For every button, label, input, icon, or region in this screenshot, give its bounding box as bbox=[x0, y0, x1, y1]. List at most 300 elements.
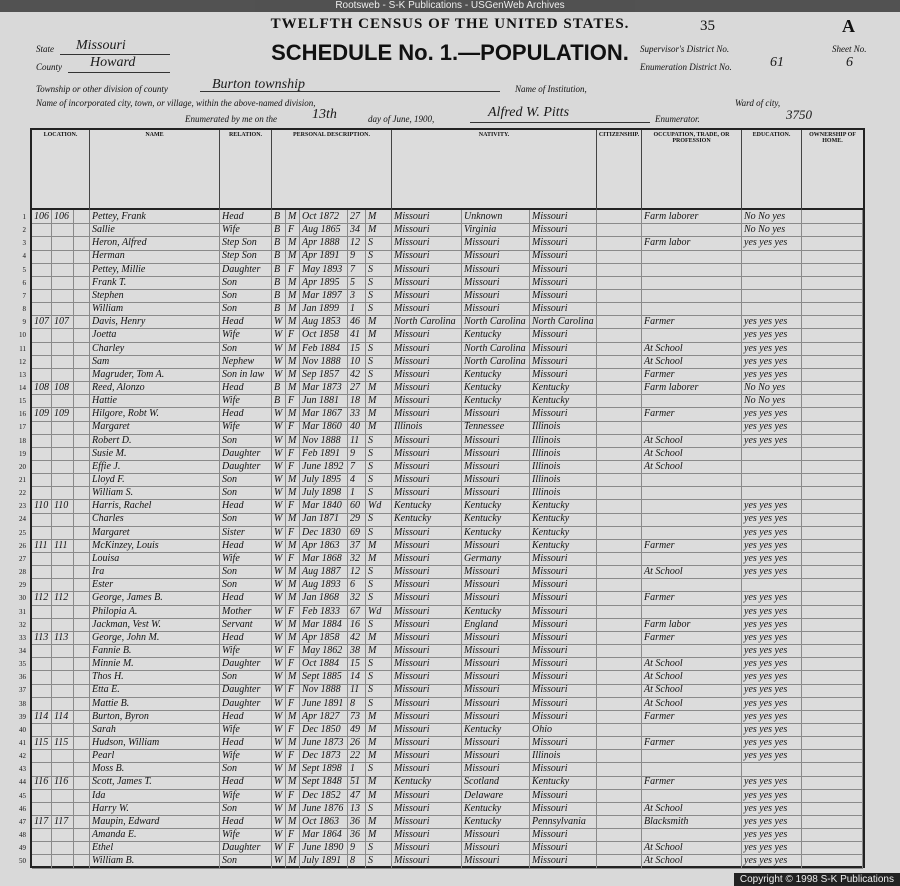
cell-age: 10 bbox=[348, 355, 366, 368]
cell-n2 bbox=[74, 302, 90, 315]
cell-b: Sept 1848 bbox=[300, 775, 348, 788]
cell-cz bbox=[597, 815, 642, 828]
cell-b: July 1898 bbox=[300, 486, 348, 499]
cell-fam bbox=[52, 473, 74, 486]
cell-bp: Missouri bbox=[392, 644, 462, 657]
table-row bbox=[19, 486, 863, 500]
cell-dw: 108 bbox=[32, 381, 52, 394]
cell-occ: At School bbox=[642, 697, 742, 710]
cell-dw: 109 bbox=[32, 407, 52, 420]
row-number: 29 bbox=[19, 581, 26, 590]
cell-n2 bbox=[74, 591, 90, 604]
cell-dw bbox=[32, 789, 52, 802]
cell-s: M bbox=[286, 775, 300, 788]
cell-m: M bbox=[366, 223, 392, 236]
cell-rel: Son bbox=[220, 578, 272, 591]
table-row bbox=[19, 578, 863, 592]
cell-ed: yes yes yes bbox=[742, 565, 802, 578]
table-row bbox=[19, 473, 863, 487]
cell-dw bbox=[32, 434, 52, 447]
table-row bbox=[19, 775, 863, 789]
cell-s: M bbox=[286, 276, 300, 289]
cell-fam bbox=[52, 828, 74, 841]
cell-bp: Missouri bbox=[392, 828, 462, 841]
cell-rel: Wife bbox=[220, 328, 272, 341]
table-row bbox=[19, 460, 863, 474]
cell-b: Jan 1868 bbox=[300, 591, 348, 604]
cell-name: Robert D. bbox=[90, 434, 220, 447]
cell-bp: Missouri bbox=[392, 762, 462, 775]
cell-m: M bbox=[366, 775, 392, 788]
cell-r: W bbox=[272, 460, 286, 473]
cell-b: Nov 1888 bbox=[300, 434, 348, 447]
cell-dw bbox=[32, 512, 52, 525]
cell-r: W bbox=[272, 407, 286, 420]
cell-s: M bbox=[286, 355, 300, 368]
row-number: 16 bbox=[19, 410, 26, 419]
cell-rel: Head bbox=[220, 815, 272, 828]
cell-age: 34 bbox=[348, 223, 366, 236]
county-value: Howard bbox=[90, 55, 136, 70]
cell-m: S bbox=[366, 578, 392, 591]
supervisor-label: Supervisor's District No. bbox=[640, 44, 730, 54]
cell-m: S bbox=[366, 447, 392, 460]
cell-rel: Daughter bbox=[220, 447, 272, 460]
cell-age: 4 bbox=[348, 473, 366, 486]
cell-own bbox=[802, 526, 863, 539]
cell-bp: Kentucky bbox=[392, 512, 462, 525]
cell-bp: Kentucky bbox=[392, 499, 462, 512]
cell-occ bbox=[642, 223, 742, 236]
cell-rel: Son bbox=[220, 762, 272, 775]
cell-cz bbox=[597, 342, 642, 355]
cell-s: M bbox=[286, 434, 300, 447]
cell-n2 bbox=[74, 736, 90, 749]
cell-mbp: Missouri bbox=[530, 407, 597, 420]
cell-age: 9 bbox=[348, 447, 366, 460]
cell-own bbox=[802, 789, 863, 802]
cell-own bbox=[802, 394, 863, 407]
township-label: Township or other division of county bbox=[36, 84, 168, 94]
enumeration-day: 13th bbox=[312, 107, 337, 122]
cell-bp: Missouri bbox=[392, 355, 462, 368]
cell-own bbox=[802, 302, 863, 315]
cell-fbp: Missouri bbox=[462, 854, 530, 867]
cell-ed: yes yes yes bbox=[742, 670, 802, 683]
cell-s: M bbox=[286, 289, 300, 302]
cell-m: M bbox=[366, 723, 392, 736]
cell-fbp: Missouri bbox=[462, 578, 530, 591]
cell-s: F bbox=[286, 526, 300, 539]
cell-b: Aug 1893 bbox=[300, 578, 348, 591]
cell-b: Dec 1873 bbox=[300, 749, 348, 762]
cell-bp: Missouri bbox=[392, 486, 462, 499]
cell-dw bbox=[32, 749, 52, 762]
cell-m: M bbox=[366, 394, 392, 407]
col-personal: PERSONAL DESCRIPTION. bbox=[272, 130, 392, 210]
cell-dw bbox=[32, 828, 52, 841]
cell-dw: 106 bbox=[32, 210, 52, 223]
cell-age: 15 bbox=[348, 657, 366, 670]
cell-n2 bbox=[74, 394, 90, 407]
cell-occ: Blacksmith bbox=[642, 815, 742, 828]
cell-bp: Missouri bbox=[392, 263, 462, 276]
cell-r: W bbox=[272, 355, 286, 368]
cell-name: Hattie bbox=[90, 394, 220, 407]
cell-own bbox=[802, 460, 863, 473]
cell-n2 bbox=[74, 828, 90, 841]
table-row bbox=[19, 644, 863, 658]
cell-s: F bbox=[286, 683, 300, 696]
row-number: 2 bbox=[22, 226, 26, 235]
cell-b: Mar 1840 bbox=[300, 499, 348, 512]
cell-cz bbox=[597, 355, 642, 368]
cell-rel: Daughter bbox=[220, 263, 272, 276]
cell-rel: Head bbox=[220, 499, 272, 512]
cell-own bbox=[802, 815, 863, 828]
table-row bbox=[19, 407, 863, 421]
cell-b: Mar 1868 bbox=[300, 552, 348, 565]
cell-rel: Step Son bbox=[220, 249, 272, 262]
cell-n2 bbox=[74, 276, 90, 289]
cell-fbp: North Carolina bbox=[462, 342, 530, 355]
cell-name: Susie M. bbox=[90, 447, 220, 460]
row-number: 25 bbox=[19, 528, 26, 537]
pencil-number: 3750 bbox=[786, 107, 812, 122]
cell-rel: Wife bbox=[220, 828, 272, 841]
cell-fam bbox=[52, 447, 74, 460]
row-number: 50 bbox=[19, 857, 26, 866]
cell-own bbox=[802, 368, 863, 381]
cell-name: Moss B. bbox=[90, 762, 220, 775]
cell-own bbox=[802, 420, 863, 433]
cell-s: M bbox=[286, 512, 300, 525]
cell-fam bbox=[52, 486, 74, 499]
cell-n2 bbox=[74, 355, 90, 368]
cell-n2 bbox=[74, 749, 90, 762]
cell-ed: No No yes bbox=[742, 381, 802, 394]
cell-mbp: Missouri bbox=[530, 236, 597, 249]
cell-fam: 111 bbox=[52, 539, 74, 552]
population-table bbox=[19, 128, 865, 868]
cell-r: W bbox=[272, 512, 286, 525]
cell-age: 27 bbox=[348, 381, 366, 394]
cell-mbp: Missouri bbox=[530, 802, 597, 815]
cell-fbp: Missouri bbox=[462, 736, 530, 749]
cell-mbp: Missouri bbox=[530, 670, 597, 683]
cell-occ: Farmer bbox=[642, 407, 742, 420]
cell-n2 bbox=[74, 420, 90, 433]
cell-own bbox=[802, 670, 863, 683]
cell-cz bbox=[597, 434, 642, 447]
cell-fam bbox=[52, 657, 74, 670]
cell-age: 1 bbox=[348, 762, 366, 775]
cell-name: Pettey, Millie bbox=[90, 263, 220, 276]
cell-cz bbox=[597, 302, 642, 315]
cell-ed: yes yes yes bbox=[742, 539, 802, 552]
row-number: 37 bbox=[19, 686, 26, 695]
cell-r: W bbox=[272, 670, 286, 683]
cell-dw bbox=[32, 276, 52, 289]
table-row bbox=[19, 328, 863, 342]
cell-s: F bbox=[286, 420, 300, 433]
cell-name: William S. bbox=[90, 486, 220, 499]
cell-mbp: Kentucky bbox=[530, 526, 597, 539]
cell-ed bbox=[742, 249, 802, 262]
row-number: 32 bbox=[19, 620, 26, 629]
cell-age: 32 bbox=[348, 591, 366, 604]
cell-r: W bbox=[272, 775, 286, 788]
cell-s: F bbox=[286, 697, 300, 710]
cell-b: Feb 1833 bbox=[300, 605, 348, 618]
row-number: 20 bbox=[19, 462, 26, 471]
cell-ed bbox=[742, 447, 802, 460]
cell-dw bbox=[32, 473, 52, 486]
cell-s: F bbox=[286, 657, 300, 670]
cell-dw bbox=[32, 644, 52, 657]
cell-rel: Wife bbox=[220, 394, 272, 407]
cell-r: B bbox=[272, 263, 286, 276]
cell-mbp: Illinois bbox=[530, 486, 597, 499]
cell-s: M bbox=[286, 578, 300, 591]
cell-cz bbox=[597, 802, 642, 815]
cell-r: W bbox=[272, 591, 286, 604]
cell-cz bbox=[597, 578, 642, 591]
cell-occ bbox=[642, 289, 742, 302]
cell-ed: yes yes yes bbox=[742, 434, 802, 447]
cell-m: S bbox=[366, 342, 392, 355]
cell-bp: Missouri bbox=[392, 710, 462, 723]
cell-n2 bbox=[74, 447, 90, 460]
cell-s: M bbox=[286, 407, 300, 420]
cell-occ bbox=[642, 762, 742, 775]
cell-fbp: Missouri bbox=[462, 539, 530, 552]
cell-bp: Missouri bbox=[392, 723, 462, 736]
cell-age: 46 bbox=[348, 315, 366, 328]
table-row bbox=[19, 815, 863, 829]
cell-n2 bbox=[74, 697, 90, 710]
cell-age: 40 bbox=[348, 420, 366, 433]
cell-name: Mattie B. bbox=[90, 697, 220, 710]
cell-bp: Missouri bbox=[392, 841, 462, 854]
cell-rel: Wife bbox=[220, 723, 272, 736]
day-label: day of June, 1900, bbox=[368, 114, 435, 124]
cell-mbp: Missouri bbox=[530, 289, 597, 302]
cell-dw bbox=[32, 802, 52, 815]
cell-m: S bbox=[366, 591, 392, 604]
cell-bp: Missouri bbox=[392, 697, 462, 710]
cell-bp: Missouri bbox=[392, 236, 462, 249]
cell-mbp: Missouri bbox=[530, 328, 597, 341]
cell-name: Margaret bbox=[90, 420, 220, 433]
table-row bbox=[19, 539, 863, 553]
cell-name: McKinzey, Louis bbox=[90, 539, 220, 552]
cell-b: May 1862 bbox=[300, 644, 348, 657]
cell-dw bbox=[32, 289, 52, 302]
cell-mbp: North Carolina bbox=[530, 315, 597, 328]
cell-ed bbox=[742, 578, 802, 591]
cell-r: W bbox=[272, 854, 286, 867]
cell-own bbox=[802, 631, 863, 644]
copyright-notice: Copyright © 1998 S-K Publications bbox=[734, 873, 900, 886]
table-row bbox=[19, 434, 863, 448]
cell-m: S bbox=[366, 670, 392, 683]
cell-mbp: Missouri bbox=[530, 249, 597, 262]
cell-mbp: Missouri bbox=[530, 657, 597, 670]
cell-m: S bbox=[366, 236, 392, 249]
cell-age: 8 bbox=[348, 697, 366, 710]
table-row bbox=[19, 670, 863, 684]
cell-ed: No No yes bbox=[742, 210, 802, 223]
cell-name: Hilgore, Robt W. bbox=[90, 407, 220, 420]
cell-ed: yes yes yes bbox=[742, 355, 802, 368]
cell-r: W bbox=[272, 710, 286, 723]
cell-occ: Farm labor bbox=[642, 236, 742, 249]
cell-rel: Head bbox=[220, 631, 272, 644]
cell-fbp: Kentucky bbox=[462, 499, 530, 512]
cell-fbp: Missouri bbox=[462, 591, 530, 604]
cell-age: 11 bbox=[348, 434, 366, 447]
table-row bbox=[22, 289, 863, 303]
cell-own bbox=[802, 236, 863, 249]
cell-bp: Missouri bbox=[392, 223, 462, 236]
cell-n2 bbox=[74, 263, 90, 276]
cell-fbp: Missouri bbox=[462, 670, 530, 683]
cell-cz bbox=[597, 249, 642, 262]
row-number: 35 bbox=[19, 660, 26, 669]
cell-r: W bbox=[272, 539, 286, 552]
table-row bbox=[19, 789, 863, 803]
cell-own bbox=[802, 223, 863, 236]
col-citizenship: CITIZENSHIP. bbox=[597, 130, 642, 210]
cell-fam: 117 bbox=[52, 815, 74, 828]
cell-s: F bbox=[286, 447, 300, 460]
cell-b: Aug 1865 bbox=[300, 223, 348, 236]
township-value: Burton township bbox=[212, 77, 305, 92]
cell-rel: Daughter bbox=[220, 697, 272, 710]
cell-own bbox=[802, 381, 863, 394]
cell-rel: Head bbox=[220, 407, 272, 420]
cell-occ: At School bbox=[642, 565, 742, 578]
cell-cz bbox=[597, 407, 642, 420]
table-header bbox=[32, 130, 863, 210]
cell-occ bbox=[642, 552, 742, 565]
row-number: 4 bbox=[22, 252, 26, 261]
cell-occ: Farmer bbox=[642, 736, 742, 749]
cell-fbp: Missouri bbox=[462, 460, 530, 473]
cell-bp: Missouri bbox=[392, 802, 462, 815]
cell-age: 42 bbox=[348, 368, 366, 381]
cell-occ: At School bbox=[642, 434, 742, 447]
cell-fbp: North Carolina bbox=[462, 315, 530, 328]
cell-r: W bbox=[272, 631, 286, 644]
cell-n2 bbox=[74, 381, 90, 394]
cell-fam bbox=[52, 263, 74, 276]
cell-age: 73 bbox=[348, 710, 366, 723]
cell-fbp: Kentucky bbox=[462, 802, 530, 815]
cell-occ: Farmer bbox=[642, 710, 742, 723]
cell-occ: At School bbox=[642, 841, 742, 854]
cell-age: 3 bbox=[348, 289, 366, 302]
cell-name: Pettey, Frank bbox=[90, 210, 220, 223]
cell-fam bbox=[52, 762, 74, 775]
cell-own bbox=[802, 210, 863, 223]
cell-mbp: Kentucky bbox=[530, 512, 597, 525]
cell-m: S bbox=[366, 854, 392, 867]
row-number: 48 bbox=[19, 831, 26, 840]
cell-bp: Missouri bbox=[392, 618, 462, 631]
cell-cz bbox=[597, 512, 642, 525]
cell-rel: Wife bbox=[220, 552, 272, 565]
cell-mbp: Missouri bbox=[530, 644, 597, 657]
cell-s: F bbox=[286, 460, 300, 473]
cell-cz bbox=[597, 749, 642, 762]
cell-dw bbox=[32, 355, 52, 368]
cell-age: 69 bbox=[348, 526, 366, 539]
cell-ed: yes yes yes bbox=[742, 236, 802, 249]
cell-r: B bbox=[272, 394, 286, 407]
cell-occ bbox=[642, 828, 742, 841]
row-number: 5 bbox=[22, 265, 26, 274]
cell-bp: Missouri bbox=[392, 526, 462, 539]
cell-cz bbox=[597, 762, 642, 775]
cell-mbp: Missouri bbox=[530, 736, 597, 749]
cell-cz bbox=[597, 473, 642, 486]
table-row bbox=[19, 841, 863, 855]
cell-r: B bbox=[272, 210, 286, 223]
cell-name: Harris, Rachel bbox=[90, 499, 220, 512]
cell-own bbox=[802, 736, 863, 749]
cell-dw: 115 bbox=[32, 736, 52, 749]
cell-age: 11 bbox=[348, 683, 366, 696]
cell-dw bbox=[32, 236, 52, 249]
cell-occ: Farmer bbox=[642, 591, 742, 604]
cell-own bbox=[802, 447, 863, 460]
cell-r: W bbox=[272, 420, 286, 433]
cell-cz bbox=[597, 447, 642, 460]
cell-r: W bbox=[272, 697, 286, 710]
cell-own bbox=[802, 473, 863, 486]
cell-fbp: Missouri bbox=[462, 289, 530, 302]
cell-n2 bbox=[74, 407, 90, 420]
cell-fam bbox=[52, 605, 74, 618]
cell-r: W bbox=[272, 473, 286, 486]
cell-cz bbox=[597, 552, 642, 565]
cell-ed bbox=[742, 263, 802, 276]
cell-rel: Head bbox=[220, 381, 272, 394]
cell-rel: Son bbox=[220, 854, 272, 867]
cell-m: S bbox=[366, 302, 392, 315]
watermark-text: Rootsweb - S-K Publications - USGenWeb Archives bbox=[0, 0, 900, 12]
cell-r: W bbox=[272, 342, 286, 355]
cell-ed: yes yes yes bbox=[742, 605, 802, 618]
cell-r: W bbox=[272, 789, 286, 802]
cell-mbp: Missouri bbox=[530, 618, 597, 631]
cell-dw bbox=[32, 723, 52, 736]
cell-bp: Missouri bbox=[392, 552, 462, 565]
cell-s: M bbox=[286, 315, 300, 328]
cell-occ bbox=[642, 723, 742, 736]
cell-m: S bbox=[366, 460, 392, 473]
cell-bp: Missouri bbox=[392, 736, 462, 749]
cell-fam bbox=[52, 697, 74, 710]
cell-age: 7 bbox=[348, 263, 366, 276]
cell-fbp: Missouri bbox=[462, 473, 530, 486]
cell-bp: Missouri bbox=[392, 328, 462, 341]
cell-s: M bbox=[286, 631, 300, 644]
cell-rel: Wife bbox=[220, 789, 272, 802]
cell-occ bbox=[642, 499, 742, 512]
